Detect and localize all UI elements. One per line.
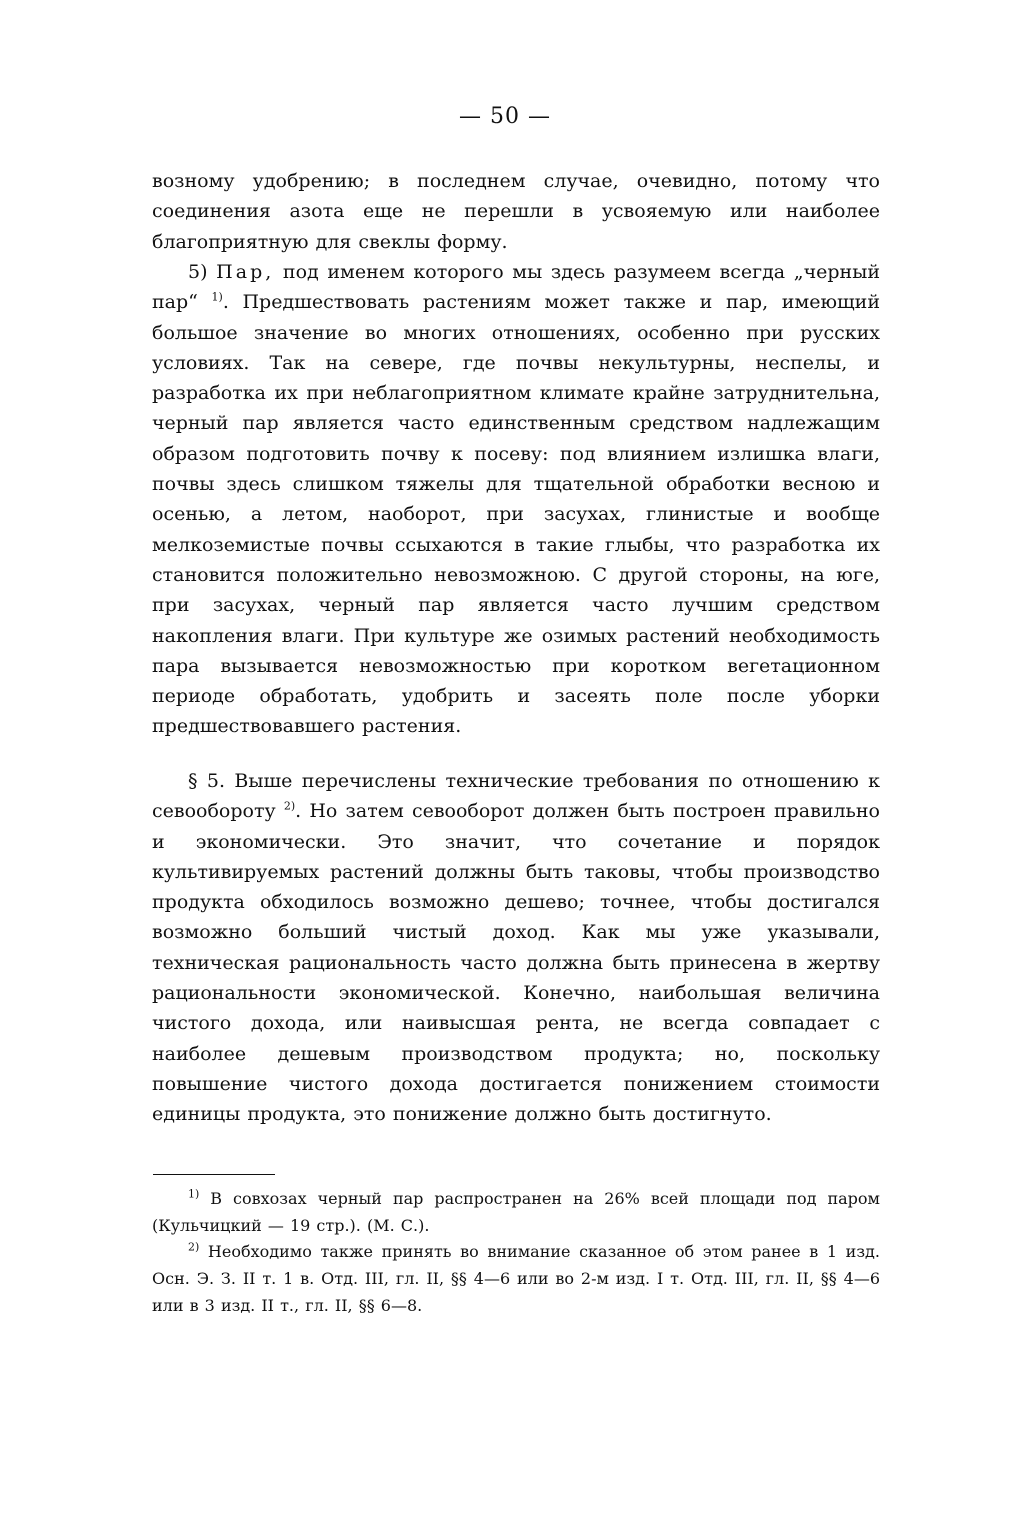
footnote-ref-1: 1): [211, 290, 223, 304]
paragraph-continuation: [152, 166, 880, 257]
paragraph-3: [152, 766, 880, 1130]
paragraph-2-term: Пар,: [216, 261, 275, 283]
footnote-2-body: Необходимо также принять во внимание сказанное об этом ранее в 1 изд. Осн. Э. З. II т. 1 в. Отд. III, гл. II, §§ 4—6 или во 2-м изд. I т. Отд. III, гл. II, §§ 4—6 или в 3 изд. II т., гл. II, §§ 6—8.: [152, 1242, 880, 1315]
footnote-1-text: [152, 1185, 880, 1239]
footnote-2-text: [152, 1238, 880, 1319]
paragraph-section-5: [152, 766, 880, 1130]
paragraph-3-after-ref: . Но затем севооборот должен быть построен правильно и экономически. Это значит, что сочетание и порядок культивируемых растений должны быть таковы, чтобы производство продукта обходилось возможно дешево; точнее, чтобы достигался возможно больший чистый доход. Как мы уже указывали, техническая рациональность часто должна быть принесена в жертву рациональности экономической. Конечно, наибольшая величина чистого дохода, или наивысшая рента, не всегда совпадает с наиболее дешевым производством продукта; но, поскольку повышение чистого дохода достигается понижением стоимости единицы продукта, это понижение должно быть достигнуто.: [152, 800, 880, 1126]
footnote-1-body: В совхозах черный пар распространен на 26% всей площади под паром (Кульчицкий — 19 стр.). (М. С.).: [152, 1189, 880, 1235]
paragraph-3-before-ref: § 5. Выше перечислены технические требования по отношению к севообороту: [152, 770, 880, 823]
footnote-ref-2: 2): [283, 799, 296, 813]
paragraph-2-lead: 5): [188, 261, 208, 283]
paragraph-2: [152, 257, 880, 742]
footnote-divider: [153, 1174, 275, 1175]
paragraph-2-before-ref: под именем которого мы здесь разумеем всегда „черный пар“: [152, 261, 880, 314]
paragraph-1-text: возному удобрению; в последнем случае, очевидно, потому что соединения азота еще не перешли в усвояемую или наиболее благоприятную для свеклы форму.: [152, 170, 880, 253]
paragraph-fallow: [152, 257, 880, 742]
footnote-2: [152, 1238, 880, 1319]
footnote-2-marker: 2): [188, 1240, 200, 1254]
footnote-1-marker: 1): [188, 1187, 200, 1201]
paragraph-2-after-ref: . Предшествовать растениям может также и пар, имеющий большое значение во многих отношениях, особенно при русских условиях. Так на севере, где почвы некультурны, неспелы, и разработка их при неблагоприятном климате крайне затруднительна, черный пар является часто единственным средством надлежащим образом подготовить почву к посеву: под влиянием излишка влаги, почвы здесь слишком тяжелы для тщательной обработки весною и осенью, а летом, наоборот, при засухах, глинистые и вообще мелкоземистые почвы ссыхаются в такие глыбы, что разработка их становится положительно невозможною. С другой стороны, на юге, при засухах, черный пар является часто лучшим средством накопления влаги. При культуре же озимых растений необходимость пара вызывается невозможностью при коротком вегетационном периоде обработать, удобрить и засеять поле после уборки предшествовавшего растения.: [152, 291, 880, 738]
page-number: — 50 —: [459, 104, 551, 129]
footnote-1: [152, 1185, 880, 1239]
